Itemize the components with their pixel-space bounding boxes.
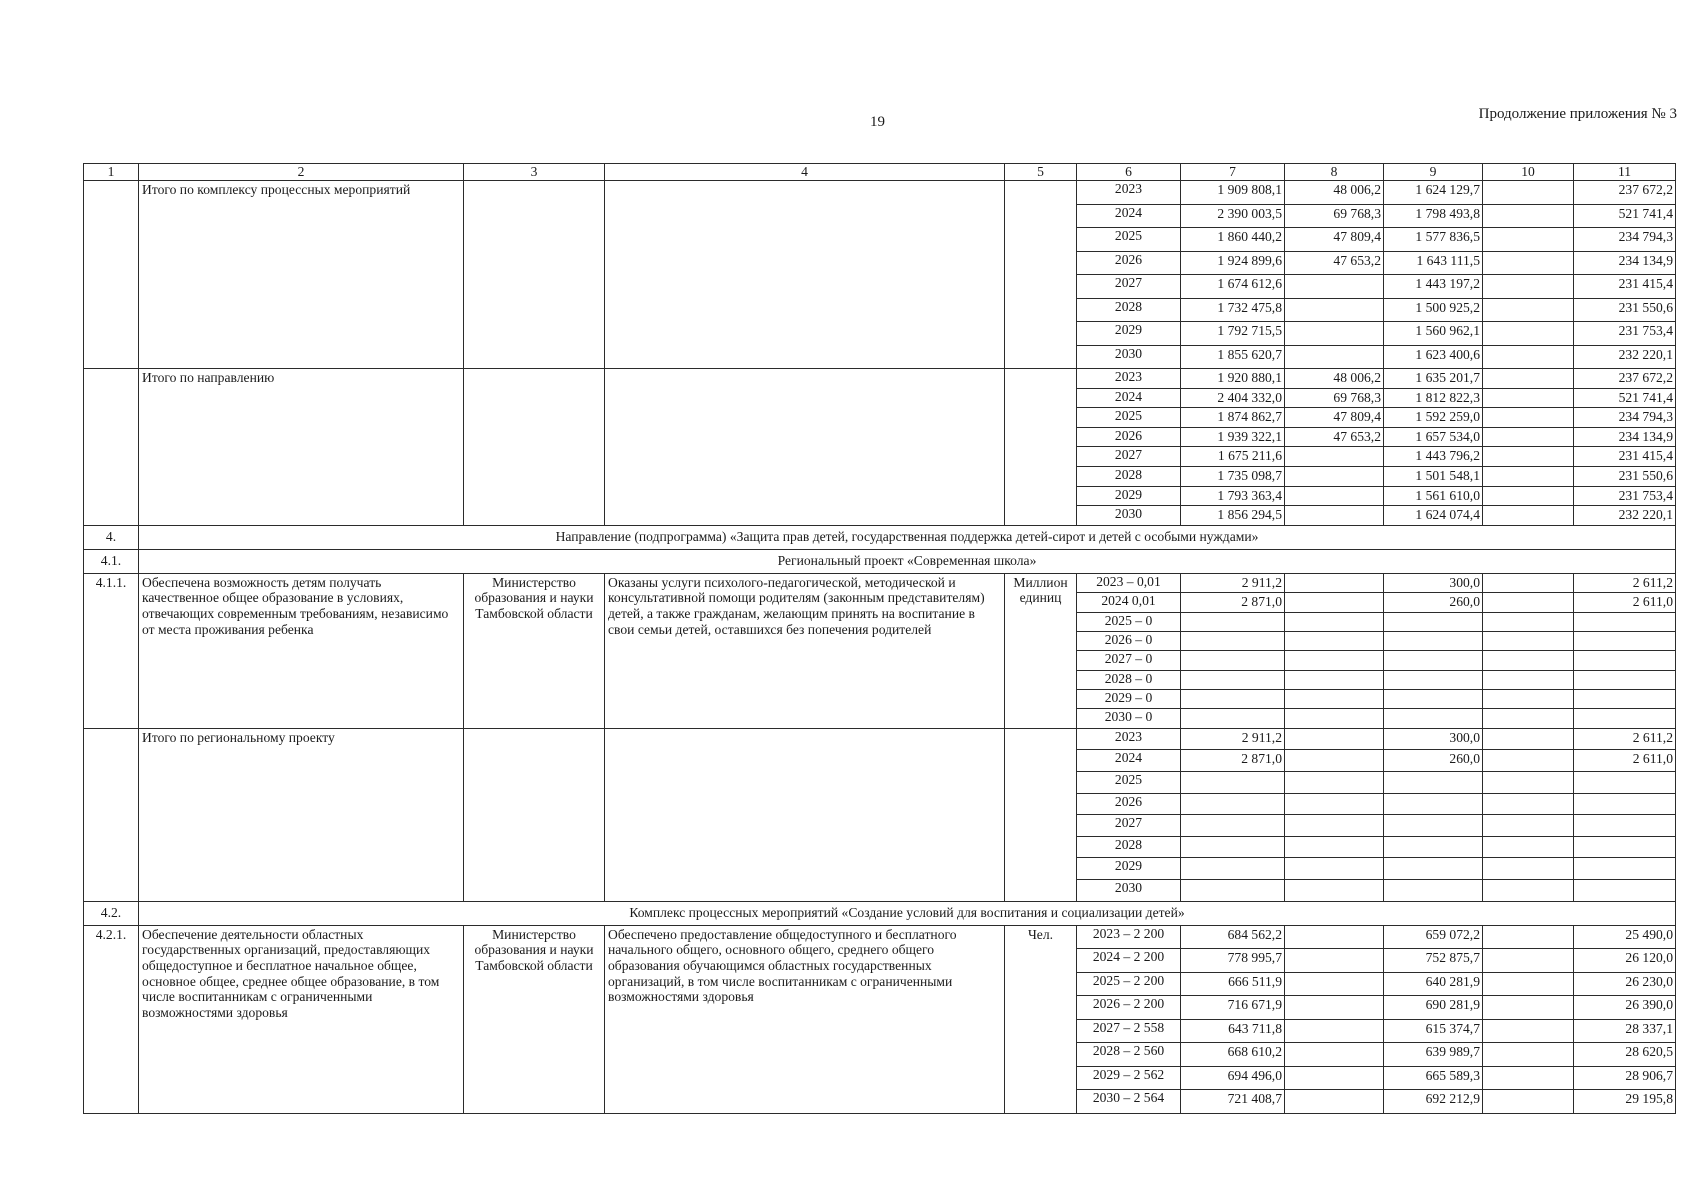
amount-cell-c10 <box>1483 322 1574 346</box>
amount-cell-c9: 1 443 197,2 <box>1384 275 1483 299</box>
amount-cell-c10 <box>1483 690 1574 709</box>
amount-cell-c8 <box>1285 972 1384 996</box>
year-indicator-cell: 2030 <box>1077 506 1181 526</box>
amount-cell-c11: 231 550,6 <box>1574 298 1676 322</box>
year-indicator-cell: 2028 – 0 <box>1077 670 1181 689</box>
amount-cell-c10 <box>1483 228 1574 252</box>
amount-cell-c9 <box>1384 858 1483 880</box>
column-number: 5 <box>1005 164 1077 181</box>
amount-cell-c10 <box>1483 1066 1574 1090</box>
year-indicator-cell: 2025 – 0 <box>1077 612 1181 631</box>
year-indicator-cell: 2025 <box>1077 772 1181 794</box>
amount-cell-c11: 234 134,9 <box>1574 427 1676 447</box>
amount-cell-c8: 48 006,2 <box>1285 181 1384 205</box>
section-row <box>84 549 1676 573</box>
amount-cell-c11: 231 753,4 <box>1574 486 1676 506</box>
amount-cell-c11: 26 390,0 <box>1574 996 1676 1020</box>
year-indicator-cell: 2025 <box>1077 228 1181 252</box>
amount-cell-c10 <box>1483 345 1574 369</box>
item-name: Обеспечение деятельности областных государственных организаций, предоставляющих общедоступное и бесплатное начальное общее, основное общее, среднее общее образование, в том числе воспитанникам с ограниченными возможностями здоровья <box>139 925 464 1113</box>
amount-cell-c11: 2 611,2 <box>1574 573 1676 592</box>
amount-cell-c9 <box>1384 772 1483 794</box>
amount-cell-c10 <box>1483 573 1574 592</box>
result-description <box>605 369 1005 526</box>
amount-cell-c7: 643 711,8 <box>1181 1019 1285 1043</box>
amount-cell-c7 <box>1181 612 1285 631</box>
amount-cell-c7 <box>1181 709 1285 728</box>
amount-cell-c7: 1 674 612,6 <box>1181 275 1285 299</box>
amount-cell-c8 <box>1285 593 1384 612</box>
amount-cell-c9 <box>1384 836 1483 858</box>
amount-cell-c11 <box>1574 670 1676 689</box>
amount-cell-c10 <box>1483 427 1574 447</box>
amount-cell-c10 <box>1483 1043 1574 1067</box>
amount-cell-c7: 1 856 294,5 <box>1181 506 1285 526</box>
year-indicator-cell: 2030 – 0 <box>1077 709 1181 728</box>
year-indicator-cell: 2026 <box>1077 793 1181 815</box>
amount-cell-c8 <box>1285 836 1384 858</box>
amount-cell-c9 <box>1384 709 1483 728</box>
year-indicator-cell: 2028 <box>1077 466 1181 486</box>
amount-cell-c7: 1 793 363,4 <box>1181 486 1285 506</box>
amount-cell-c9 <box>1384 651 1483 670</box>
amount-cell-c10 <box>1483 251 1574 275</box>
amount-cell-c10 <box>1483 836 1574 858</box>
amount-cell-c9: 1 560 962,1 <box>1384 322 1483 346</box>
amount-cell-c9: 1 643 111,5 <box>1384 251 1483 275</box>
amount-cell-c11: 2 611,0 <box>1574 750 1676 772</box>
amount-cell-c11: 29 195,8 <box>1574 1090 1676 1114</box>
amount-cell-c10 <box>1483 670 1574 689</box>
amount-cell-c10 <box>1483 949 1574 973</box>
amount-cell-c7: 1 924 899,6 <box>1181 251 1285 275</box>
amount-cell-c8 <box>1285 858 1384 880</box>
year-indicator-cell: 2024 – 2 200 <box>1077 949 1181 973</box>
year-indicator-cell: 2029 <box>1077 858 1181 880</box>
amount-cell-c7: 1 860 440,2 <box>1181 228 1285 252</box>
amount-cell-c8 <box>1285 690 1384 709</box>
amount-cell-c8 <box>1285 925 1384 949</box>
amount-cell-c7: 1 675 211,6 <box>1181 447 1285 467</box>
amount-cell-c8 <box>1285 750 1384 772</box>
year-indicator-cell: 2025 <box>1077 408 1181 428</box>
amount-cell-c11: 232 220,1 <box>1574 506 1676 526</box>
amount-cell-c9: 615 374,7 <box>1384 1019 1483 1043</box>
responsible-executor: Министерство образования и науки Тамбовской области <box>464 925 605 1113</box>
amount-cell-c9: 1 623 400,6 <box>1384 345 1483 369</box>
amount-cell-c10 <box>1483 750 1574 772</box>
section-row <box>84 525 1676 549</box>
amount-cell-c11: 521 741,4 <box>1574 204 1676 228</box>
column-number: 11 <box>1574 164 1676 181</box>
year-indicator-cell: 2029 – 2 562 <box>1077 1066 1181 1090</box>
amount-cell-c8 <box>1285 772 1384 794</box>
amount-cell-c10 <box>1483 298 1574 322</box>
amount-cell-c11: 26 230,0 <box>1574 972 1676 996</box>
amount-cell-c10 <box>1483 880 1574 902</box>
amount-cell-c11: 25 490,0 <box>1574 925 1676 949</box>
item-number <box>84 728 139 901</box>
year-indicator-cell: 2028 <box>1077 836 1181 858</box>
amount-cell-c10 <box>1483 728 1574 750</box>
year-indicator-cell: 2026 – 0 <box>1077 631 1181 650</box>
amount-cell-c11 <box>1574 793 1676 815</box>
amount-cell-c9: 752 875,7 <box>1384 949 1483 973</box>
year-indicator-cell: 2023 – 0,01 <box>1077 573 1181 592</box>
amount-cell-c7: 1 732 475,8 <box>1181 298 1285 322</box>
amount-cell-c7: 2 871,0 <box>1181 593 1285 612</box>
amount-cell-c8 <box>1285 1043 1384 1067</box>
amount-cell-c7 <box>1181 772 1285 794</box>
year-indicator-cell: 2028 <box>1077 298 1181 322</box>
amount-cell-c11: 232 220,1 <box>1574 345 1676 369</box>
column-number: 1 <box>84 164 139 181</box>
section-title: Региональный проект «Современная школа» <box>139 549 1676 573</box>
amount-cell-c7: 721 408,7 <box>1181 1090 1285 1114</box>
amount-cell-c11: 26 120,0 <box>1574 949 1676 973</box>
amount-cell-c10 <box>1483 815 1574 837</box>
amount-cell-c8 <box>1285 631 1384 650</box>
amount-cell-c8 <box>1285 728 1384 750</box>
amount-cell-c8 <box>1285 322 1384 346</box>
year-indicator-cell: 2024 0,01 <box>1077 593 1181 612</box>
amount-cell-c10 <box>1483 972 1574 996</box>
result-description <box>605 728 1005 901</box>
amount-cell-c11 <box>1574 836 1676 858</box>
section-title: Направление (подпрограмма) «Защита прав детей, государственная поддержка детей-сирот и детей с особыми нуждами» <box>139 525 1676 549</box>
amount-cell-c7: 694 496,0 <box>1181 1066 1285 1090</box>
amount-cell-c7 <box>1181 815 1285 837</box>
year-indicator-cell: 2026 <box>1077 251 1181 275</box>
unit-of-measure: Миллион единиц <box>1005 573 1077 728</box>
item-number: 4.2.1. <box>84 925 139 1113</box>
amount-cell-c7: 1 792 715,5 <box>1181 322 1285 346</box>
amount-cell-c9: 690 281,9 <box>1384 996 1483 1020</box>
amount-cell-c10 <box>1483 1090 1574 1114</box>
year-indicator-cell: 2026 <box>1077 427 1181 447</box>
amount-cell-c9 <box>1384 631 1483 650</box>
year-indicator-cell: 2023 <box>1077 369 1181 389</box>
amount-cell-c8 <box>1285 949 1384 973</box>
amount-cell-c11 <box>1574 631 1676 650</box>
column-number: 7 <box>1181 164 1285 181</box>
amount-cell-c8 <box>1285 709 1384 728</box>
amount-cell-c11 <box>1574 772 1676 794</box>
result-description: Оказаны услуги психолого-педагогической, методической и консультативной помощи родителям (законным представителям) детей, а также гражданам, желающим принять на воспитание в свои семьи детей, оставшихся без попечения родителей <box>605 573 1005 728</box>
year-indicator-cell: 2027 <box>1077 275 1181 299</box>
responsible-executor <box>464 181 605 369</box>
amount-cell-c9 <box>1384 670 1483 689</box>
amount-cell-c10 <box>1483 858 1574 880</box>
item-number: 4.1.1. <box>84 573 139 728</box>
amount-cell-c11 <box>1574 880 1676 902</box>
amount-cell-c11: 28 906,7 <box>1574 1066 1676 1090</box>
amount-cell-c11 <box>1574 651 1676 670</box>
year-indicator-cell: 2023 <box>1077 181 1181 205</box>
amount-cell-c8 <box>1285 880 1384 902</box>
amount-cell-c8 <box>1285 447 1384 467</box>
amount-cell-c9: 692 212,9 <box>1384 1090 1483 1114</box>
amount-cell-c8 <box>1285 815 1384 837</box>
amount-cell-c11 <box>1574 709 1676 728</box>
column-number: 2 <box>139 164 464 181</box>
unit-of-measure: Чел. <box>1005 925 1077 1113</box>
result-description <box>605 181 1005 369</box>
amount-cell-c9: 1 501 548,1 <box>1384 466 1483 486</box>
section-number: 4.2. <box>84 901 139 925</box>
amount-cell-c7: 2 911,2 <box>1181 573 1285 592</box>
amount-cell-c11: 234 794,3 <box>1574 408 1676 428</box>
responsible-executor: Министерство образования и науки Тамбовской области <box>464 573 605 728</box>
section-number: 4.1. <box>84 549 139 573</box>
amount-cell-c8 <box>1285 345 1384 369</box>
amount-cell-c11: 231 415,4 <box>1574 275 1676 299</box>
amount-cell-c11 <box>1574 612 1676 631</box>
amount-cell-c10 <box>1483 631 1574 650</box>
amount-cell-c8: 47 653,2 <box>1285 251 1384 275</box>
amount-cell-c8: 48 006,2 <box>1285 369 1384 389</box>
amount-cell-c7 <box>1181 858 1285 880</box>
amount-cell-c9 <box>1384 793 1483 815</box>
budget-table <box>83 163 1676 1114</box>
amount-cell-c8 <box>1285 298 1384 322</box>
section-title: Комплекс процессных мероприятий «Создание условий для воспитания и социализации детей» <box>139 901 1676 925</box>
result-description: Обеспечено предоставление общедоступного и бесплатного начального общего, основного общего, среднего общего образования обучающимся областных государственных организаций, в том числе воспитанникам с ограниченными возможностями здоровья <box>605 925 1005 1113</box>
amount-cell-c9 <box>1384 690 1483 709</box>
table-row <box>84 728 1676 750</box>
amount-cell-c10 <box>1483 612 1574 631</box>
amount-cell-c9: 659 072,2 <box>1384 925 1483 949</box>
amount-cell-c8 <box>1285 793 1384 815</box>
section-row <box>84 901 1676 925</box>
amount-cell-c10 <box>1483 486 1574 506</box>
amount-cell-c10 <box>1483 275 1574 299</box>
amount-cell-c10 <box>1483 408 1574 428</box>
amount-cell-c9: 260,0 <box>1384 593 1483 612</box>
amount-cell-c7 <box>1181 651 1285 670</box>
amount-cell-c8 <box>1285 506 1384 526</box>
column-number: 3 <box>464 164 605 181</box>
amount-cell-c9 <box>1384 880 1483 902</box>
amount-cell-c8: 47 653,2 <box>1285 427 1384 447</box>
amount-cell-c9: 1 443 796,2 <box>1384 447 1483 467</box>
amount-cell-c11: 234 134,9 <box>1574 251 1676 275</box>
column-number: 4 <box>605 164 1005 181</box>
amount-cell-c9: 1 798 493,8 <box>1384 204 1483 228</box>
year-indicator-cell: 2028 – 2 560 <box>1077 1043 1181 1067</box>
amount-cell-c8: 69 768,3 <box>1285 204 1384 228</box>
amount-cell-c7: 1 735 098,7 <box>1181 466 1285 486</box>
unit-of-measure <box>1005 728 1077 901</box>
amount-cell-c8 <box>1285 651 1384 670</box>
year-indicator-cell: 2027 <box>1077 447 1181 467</box>
unit-of-measure <box>1005 369 1077 526</box>
appendix-note: Продолжение приложения № 3 <box>1478 106 1677 122</box>
year-indicator-cell: 2029 <box>1077 322 1181 346</box>
amount-cell-c11 <box>1574 815 1676 837</box>
responsible-executor <box>464 369 605 526</box>
item-number <box>84 369 139 526</box>
amount-cell-c9: 665 589,3 <box>1384 1066 1483 1090</box>
amount-cell-c7: 1 855 620,7 <box>1181 345 1285 369</box>
amount-cell-c10 <box>1483 369 1574 389</box>
amount-cell-c11: 234 794,3 <box>1574 228 1676 252</box>
amount-cell-c9: 1 812 822,3 <box>1384 388 1483 408</box>
year-indicator-cell: 2024 <box>1077 204 1181 228</box>
amount-cell-c10 <box>1483 772 1574 794</box>
header-row <box>84 164 1676 181</box>
amount-cell-c7: 1 939 322,1 <box>1181 427 1285 447</box>
amount-cell-c10 <box>1483 996 1574 1020</box>
responsible-executor <box>464 728 605 901</box>
column-number: 10 <box>1483 164 1574 181</box>
column-number: 6 <box>1077 164 1181 181</box>
amount-cell-c7 <box>1181 793 1285 815</box>
page-number: 19 <box>870 114 885 130</box>
section-number: 4. <box>84 525 139 549</box>
year-indicator-cell: 2030 <box>1077 880 1181 902</box>
amount-cell-c11: 231 550,6 <box>1574 466 1676 486</box>
amount-cell-c7 <box>1181 836 1285 858</box>
amount-cell-c8 <box>1285 1090 1384 1114</box>
amount-cell-c10 <box>1483 651 1574 670</box>
amount-cell-c10 <box>1483 181 1574 205</box>
amount-cell-c10 <box>1483 466 1574 486</box>
amount-cell-c7: 716 671,9 <box>1181 996 1285 1020</box>
amount-cell-c10 <box>1483 709 1574 728</box>
item-name: Итого по комплексу процессных мероприятий <box>139 181 464 369</box>
amount-cell-c9: 1 500 925,2 <box>1384 298 1483 322</box>
amount-cell-c7: 778 995,7 <box>1181 949 1285 973</box>
amount-cell-c11: 2 611,2 <box>1574 728 1676 750</box>
item-name: Обеспечена возможность детям получать качественное общее образование в условиях, отвечающих современным требованиям, независимо от места проживания ребенка <box>139 573 464 728</box>
column-number: 8 <box>1285 164 1384 181</box>
year-indicator-cell: 2030 – 2 564 <box>1077 1090 1181 1114</box>
amount-cell-c9: 640 281,9 <box>1384 972 1483 996</box>
amount-cell-c9: 1 592 259,0 <box>1384 408 1483 428</box>
amount-cell-c7: 2 871,0 <box>1181 750 1285 772</box>
amount-cell-c9: 1 635 201,7 <box>1384 369 1483 389</box>
amount-cell-c9: 260,0 <box>1384 750 1483 772</box>
amount-cell-c7: 2 390 003,5 <box>1181 204 1285 228</box>
amount-cell-c11 <box>1574 690 1676 709</box>
amount-cell-c7 <box>1181 670 1285 689</box>
amount-cell-c9 <box>1384 612 1483 631</box>
year-indicator-cell: 2023 <box>1077 728 1181 750</box>
amount-cell-c9: 1 561 610,0 <box>1384 486 1483 506</box>
amount-cell-c10 <box>1483 388 1574 408</box>
amount-cell-c7: 2 911,2 <box>1181 728 1285 750</box>
column-number: 9 <box>1384 164 1483 181</box>
amount-cell-c7: 2 404 332,0 <box>1181 388 1285 408</box>
amount-cell-c8: 47 809,4 <box>1285 408 1384 428</box>
amount-cell-c11: 237 672,2 <box>1574 181 1676 205</box>
amount-cell-c11: 237 672,2 <box>1574 369 1676 389</box>
item-number <box>84 181 139 369</box>
amount-cell-c7 <box>1181 880 1285 902</box>
amount-cell-c10 <box>1483 793 1574 815</box>
amount-cell-c8 <box>1285 670 1384 689</box>
amount-cell-c11: 521 741,4 <box>1574 388 1676 408</box>
amount-cell-c9 <box>1384 815 1483 837</box>
amount-cell-c7 <box>1181 631 1285 650</box>
table-row <box>84 369 1676 389</box>
amount-cell-c9: 1 577 836,5 <box>1384 228 1483 252</box>
amount-cell-c8 <box>1285 612 1384 631</box>
amount-cell-c7: 1 920 880,1 <box>1181 369 1285 389</box>
amount-cell-c11: 231 415,4 <box>1574 447 1676 467</box>
year-indicator-cell: 2027 – 2 558 <box>1077 1019 1181 1043</box>
amount-cell-c7: 1 874 862,7 <box>1181 408 1285 428</box>
amount-cell-c10 <box>1483 593 1574 612</box>
year-indicator-cell: 2030 <box>1077 345 1181 369</box>
amount-cell-c9: 1 624 074,4 <box>1384 506 1483 526</box>
table-row <box>84 573 1676 592</box>
amount-cell-c11: 28 620,5 <box>1574 1043 1676 1067</box>
year-indicator-cell: 2025 – 2 200 <box>1077 972 1181 996</box>
amount-cell-c8 <box>1285 573 1384 592</box>
amount-cell-c9: 300,0 <box>1384 728 1483 750</box>
year-indicator-cell: 2026 – 2 200 <box>1077 996 1181 1020</box>
item-name: Итого по направлению <box>139 369 464 526</box>
amount-cell-c8 <box>1285 275 1384 299</box>
amount-cell-c7: 1 909 808,1 <box>1181 181 1285 205</box>
year-indicator-cell: 2029 – 0 <box>1077 690 1181 709</box>
amount-cell-c8 <box>1285 1066 1384 1090</box>
amount-cell-c10 <box>1483 447 1574 467</box>
amount-cell-c11: 231 753,4 <box>1574 322 1676 346</box>
amount-cell-c9: 1 624 129,7 <box>1384 181 1483 205</box>
amount-cell-c7: 666 511,9 <box>1181 972 1285 996</box>
year-indicator-cell: 2027 <box>1077 815 1181 837</box>
amount-cell-c9: 300,0 <box>1384 573 1483 592</box>
amount-cell-c8 <box>1285 996 1384 1020</box>
table-row <box>84 925 1676 949</box>
amount-cell-c8: 69 768,3 <box>1285 388 1384 408</box>
year-indicator-cell: 2024 <box>1077 750 1181 772</box>
amount-cell-c9: 639 989,7 <box>1384 1043 1483 1067</box>
amount-cell-c10 <box>1483 506 1574 526</box>
amount-cell-c7 <box>1181 690 1285 709</box>
amount-cell-c10 <box>1483 925 1574 949</box>
amount-cell-c11: 2 611,0 <box>1574 593 1676 612</box>
amount-cell-c8 <box>1285 466 1384 486</box>
amount-cell-c11: 28 337,1 <box>1574 1019 1676 1043</box>
item-name: Итого по региональному проекту <box>139 728 464 901</box>
unit-of-measure <box>1005 181 1077 369</box>
amount-cell-c7: 684 562,2 <box>1181 925 1285 949</box>
amount-cell-c8 <box>1285 1019 1384 1043</box>
amount-cell-c9: 1 657 534,0 <box>1384 427 1483 447</box>
amount-cell-c10 <box>1483 204 1574 228</box>
amount-cell-c7: 668 610,2 <box>1181 1043 1285 1067</box>
amount-cell-c10 <box>1483 1019 1574 1043</box>
amount-cell-c8 <box>1285 486 1384 506</box>
year-indicator-cell: 2027 – 0 <box>1077 651 1181 670</box>
amount-cell-c11 <box>1574 858 1676 880</box>
table-row <box>84 181 1676 205</box>
year-indicator-cell: 2029 <box>1077 486 1181 506</box>
year-indicator-cell: 2024 <box>1077 388 1181 408</box>
amount-cell-c8: 47 809,4 <box>1285 228 1384 252</box>
year-indicator-cell: 2023 – 2 200 <box>1077 925 1181 949</box>
